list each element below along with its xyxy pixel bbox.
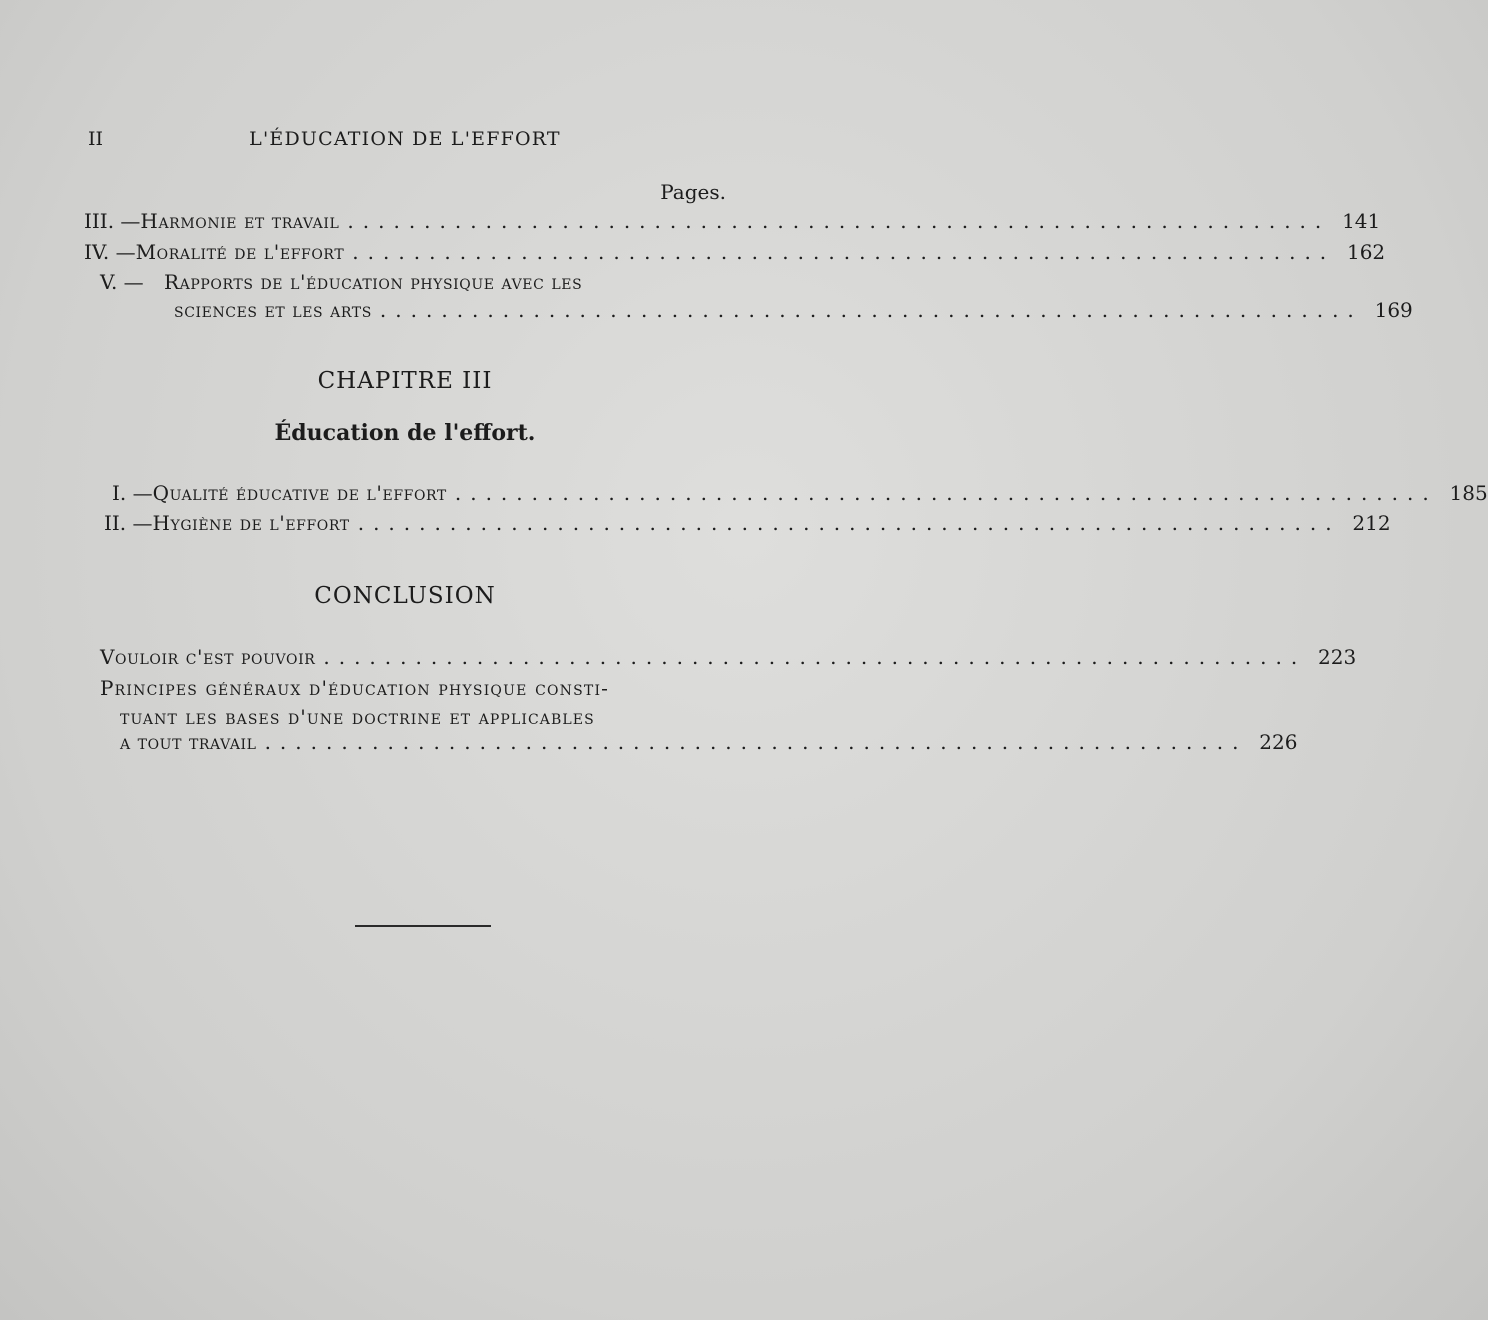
entry-title-line1: Rapports de l'éducation physique avec les (164, 270, 583, 294)
entry-title: Moralité de l'effort (135, 240, 345, 264)
entry-number: IV. — (84, 240, 136, 264)
entry-title-line3: a tout travail (120, 730, 257, 754)
toc-entry-3 (84, 209, 1381, 233)
entry-page: 169 (1374, 298, 1413, 322)
toc-entry-5 (100, 270, 728, 294)
toc-entry-vouloir (100, 645, 1357, 669)
dot-leader: ................................................................ (352, 240, 1336, 264)
dot-leader: ................................................................ (264, 730, 1248, 754)
entry-page: 212 (1352, 511, 1391, 535)
page-number: II (88, 128, 104, 150)
toc-entry-5-continued (174, 298, 1413, 322)
running-title: L'ÉDUCATION DE L'EFFORT (249, 128, 561, 150)
conclusion-title: CONCLUSION (314, 583, 496, 609)
dot-leader: ................................................................ (379, 298, 1363, 322)
dot-leader: ................................................................ (347, 209, 1331, 233)
closing-rule (355, 925, 491, 927)
entry-page: 226 (1259, 730, 1298, 754)
entry-number: II. — (104, 511, 153, 535)
toc-entry-4 (84, 240, 1386, 264)
entry-number: I. — (112, 481, 153, 505)
entry-title: Harmonie et travail (140, 209, 340, 233)
chapter-title: CHAPITRE III (317, 368, 493, 394)
pages-label: Pages. (660, 180, 726, 204)
entry-title-line1: Principes généraux d'éducation physique consti- (100, 676, 610, 700)
toc-entry-1 (112, 481, 1488, 505)
toc-entry-principes (120, 730, 1298, 754)
dot-leader: ................................................................ (454, 481, 1438, 505)
entry-title-line2: tuant les bases d'une doctrine et applicables (120, 705, 595, 729)
dot-leader: ................................................................ (323, 645, 1307, 669)
toc-entry-2 (104, 511, 1391, 535)
entry-title: Hygiène de l'effort (152, 511, 350, 535)
dot-leader: ................................................................ (357, 511, 1341, 535)
entry-title-line2: sciences et les arts (174, 298, 372, 322)
entry-page: 185 (1449, 481, 1488, 505)
entry-number: III. — (84, 209, 141, 233)
chapter-subtitle: Éducation de l'effort. (274, 420, 536, 446)
entry-page: 141 (1342, 209, 1381, 233)
entry-title: Vouloir c'est pouvoir (100, 645, 316, 669)
entry-page: 223 (1318, 645, 1357, 669)
entry-page: 162 (1346, 240, 1386, 264)
entry-title: Qualité éducative de l'effort (152, 481, 447, 505)
entry-number: V. — (100, 270, 144, 294)
